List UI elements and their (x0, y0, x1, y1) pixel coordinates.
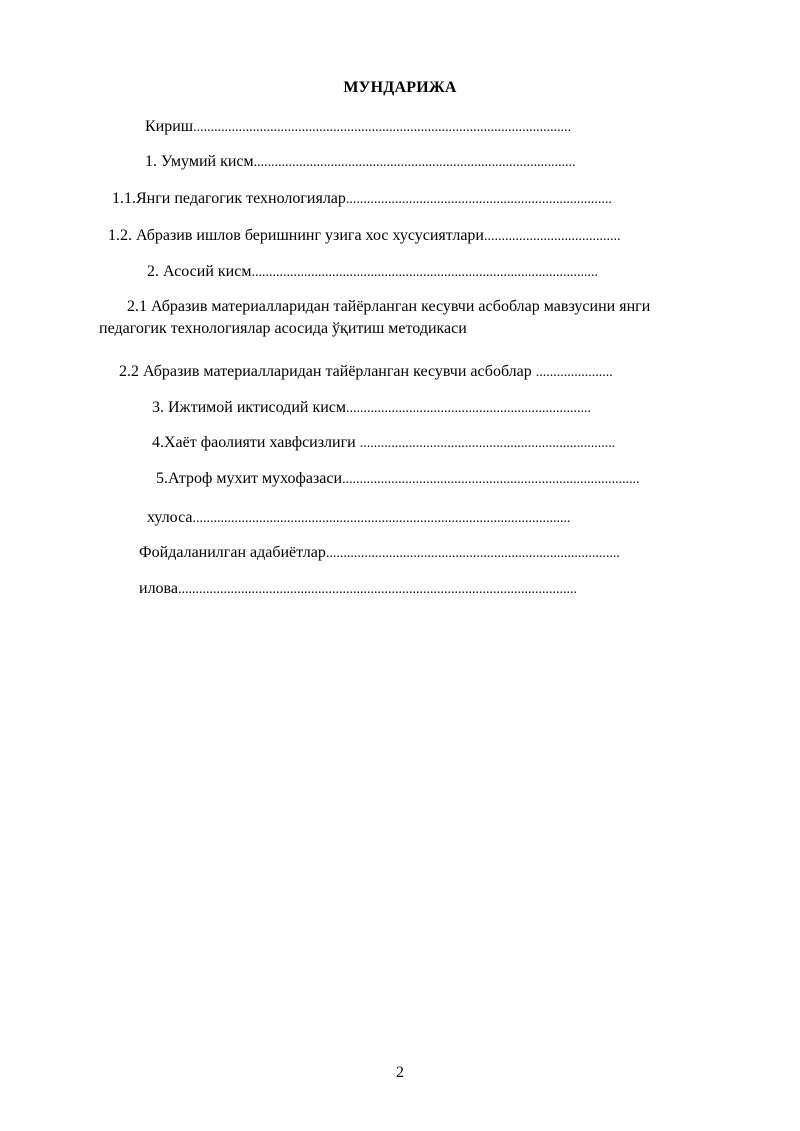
toc-entry-1-2 (108, 226, 621, 247)
toc-leader-dots: ....................................... (484, 229, 621, 244)
toc-entry-general-part (145, 152, 576, 173)
toc-entry-5 (156, 469, 640, 490)
toc-entry-label: 4.Хаёт фаолияти хавфсизлиги (152, 434, 360, 451)
toc-entry-3 (152, 398, 591, 419)
toc-entry-label: Фойдаланилган адабиётлар (139, 544, 326, 561)
toc-leader-dots: ............................................................................ (345, 192, 612, 207)
toc-leader-dots: ............................................................................................ (253, 155, 576, 170)
page-title: МУНДАРИЖА (343, 79, 457, 96)
toc-leader-dots: .................................................................................... (325, 546, 620, 561)
toc-entry-2-2 (119, 362, 613, 383)
toc-entry-1-1 (112, 189, 612, 210)
toc-leader-dots: ............................................................................................................ (193, 120, 572, 135)
toc-entry-label: хулоса (147, 509, 193, 526)
toc-entry-intro (145, 117, 571, 138)
toc-entry-label: 1. Умумий кисм (145, 153, 254, 170)
toc-leader-dots: ......................................................................... (359, 436, 616, 451)
toc-entry-label: 1.2. Абразив ишлов беришнинг узига хос хусусиятлари (108, 227, 484, 244)
toc-leader-dots: ..................................................................................... (342, 472, 640, 487)
toc-leader-dots: ................................................................................................... (251, 265, 598, 280)
toc-entry-line-2: педагогик технологиялар асосида ўқитиш методикаси (99, 320, 467, 337)
toc-entry-2-1 (99, 296, 769, 340)
toc-entry-4 (152, 433, 615, 454)
toc-leader-dots: ............................................................................................................ (192, 511, 571, 526)
toc-leader-dots: .................................................................................................................. (178, 582, 577, 597)
page-number: 2 (396, 1064, 404, 1081)
toc-entry-references (139, 543, 620, 564)
toc-entry-label: 2. Асосий кисм (147, 263, 252, 280)
toc-leader-dots: ...................... (535, 365, 613, 380)
toc-entry-label: 5.Атроф мухит мухофазаси (156, 470, 343, 487)
toc-entry-appendix (139, 579, 577, 600)
toc-entry-label: 2.2 Абразив материалларидан тайёрланган кесувчи асбоблар (119, 363, 536, 380)
toc-entry-line-1: 2.1 Абразив материалларидан тайёрланган кесувчи асбоблар мавзусини янги (127, 298, 651, 315)
toc-entry-label: Кириш (145, 118, 194, 135)
toc-entry-label: 1.1.Янги педагогик технологиялар (112, 190, 346, 207)
toc-entry-main-part (147, 262, 598, 283)
toc-entry-label: 3. Ижтимой иктисодий кисм (152, 399, 346, 416)
toc-entry-conclusion (147, 508, 570, 529)
toc-leader-dots: ...................................................................... (346, 401, 591, 416)
toc-entry-label: илова (139, 580, 178, 597)
